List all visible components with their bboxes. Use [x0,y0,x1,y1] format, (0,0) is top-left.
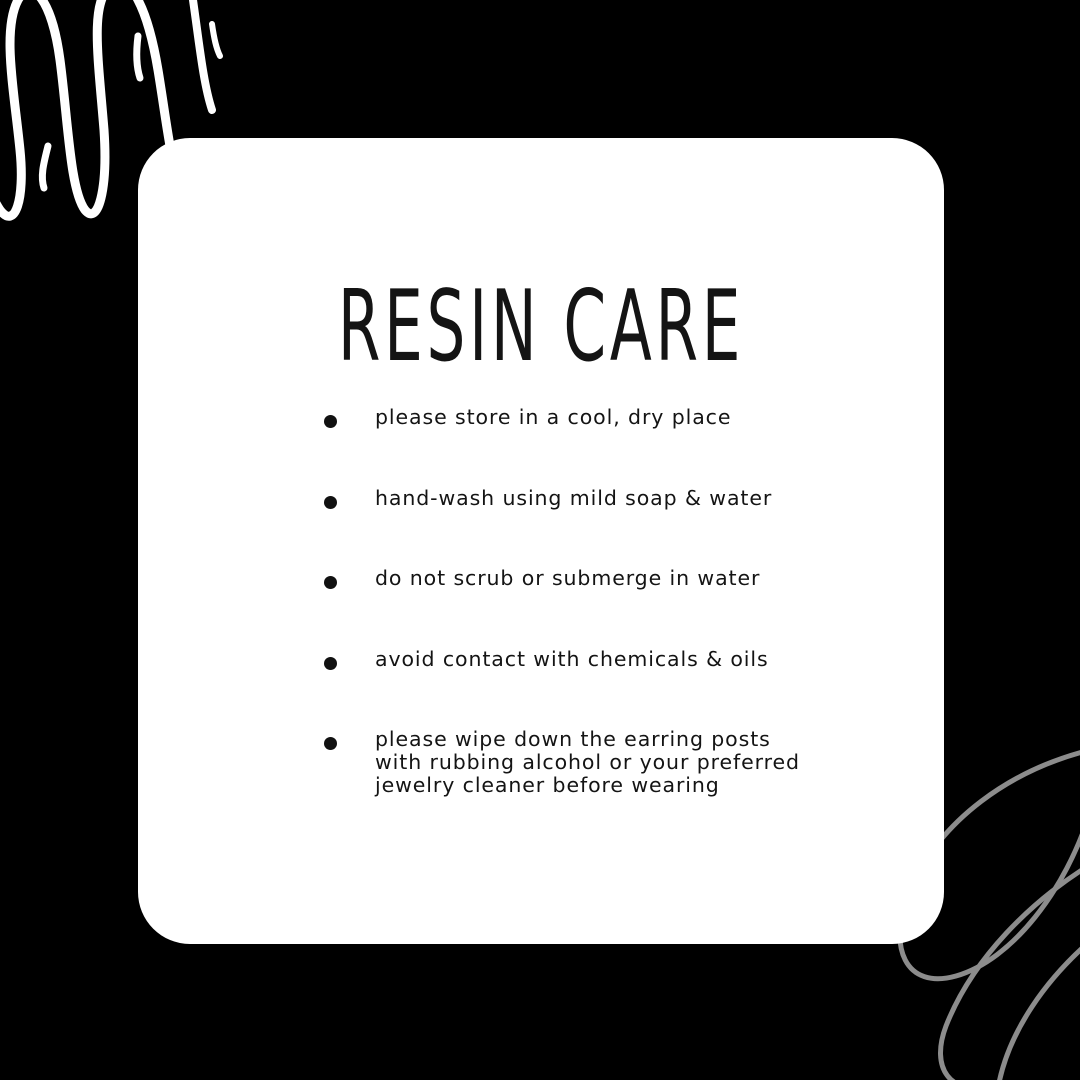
bullet-dot-icon [324,657,337,670]
list-item [138,648,944,671]
list-item-label: please store in a cool, dry place [375,405,732,429]
list-item [138,728,944,797]
bullet-dot-icon [324,576,337,589]
list-item-label: do not scrub or submerge in water [375,566,761,590]
bullet-dot-icon [324,496,337,509]
bullet-dot-icon [324,737,337,750]
page-title: RESIN CARE [337,270,745,384]
list-item-label: please wipe down the earring posts with rubbing alcohol or your preferred jewelry cleaner before wearing [375,727,800,797]
list-item-label: avoid contact with chemicals & oils [375,646,769,671]
list-item [138,487,944,510]
list-item [138,406,944,429]
bullet-dot-icon [324,415,337,428]
list-item-label: hand-wash using mild soap & water [375,485,773,510]
list-item [138,567,944,590]
content-card [138,138,944,944]
care-instructions-list [138,406,944,797]
